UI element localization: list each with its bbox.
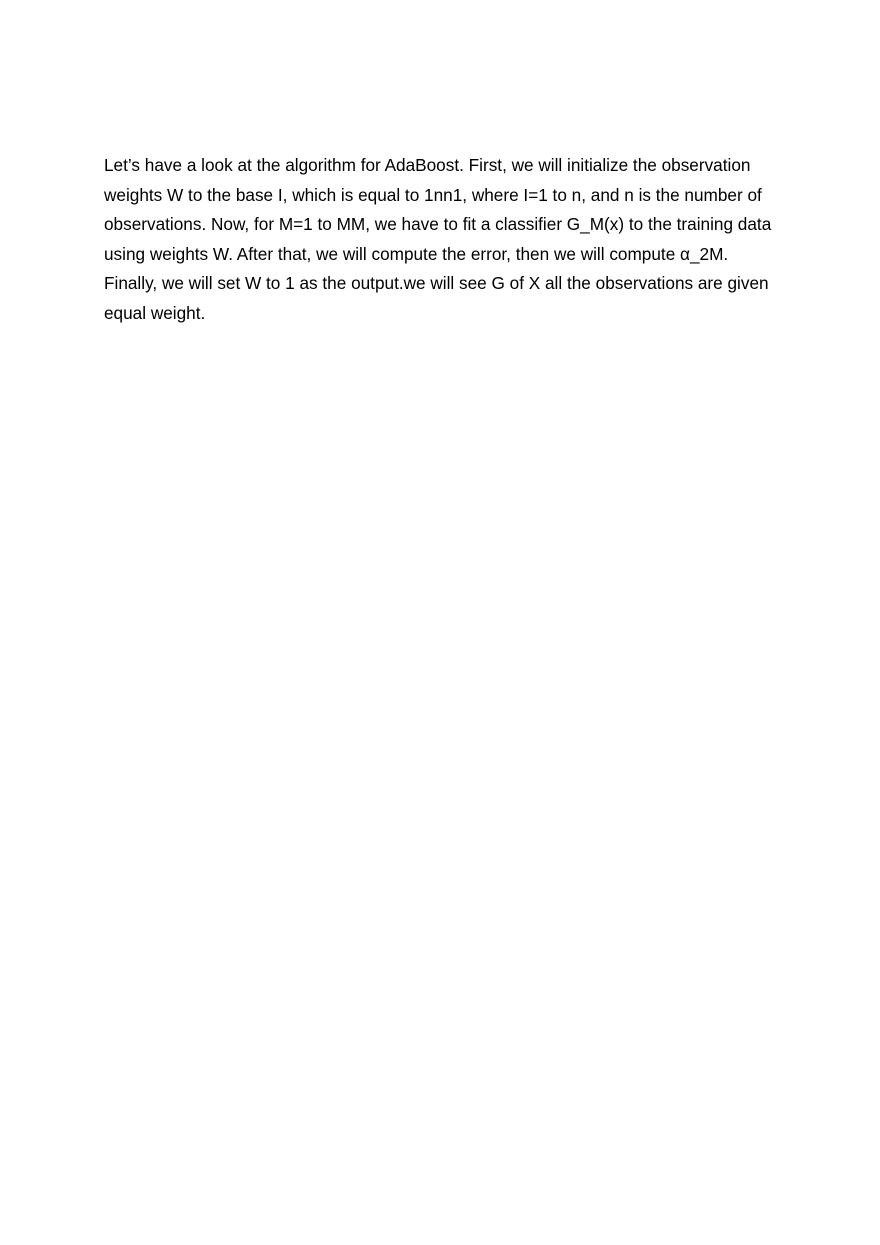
paragraph-line-6: equal weight. [104,302,206,323]
paragraph-line-5: Finally, we will set W to 1 as the output.we will see G of X all the observations are given [104,273,769,294]
paragraph-line-4: using weights W. After that, we will compute the error, then we will compute α_2M. [104,243,729,264]
paragraph-line-1: Let’s have a look at the algorithm for AdaBoost. First, we will initialize the observation [104,155,751,175]
paragraph-line-2: weights W to the base I, which is equal to 1nn1, where I=1 to n, and n is the number of [104,184,762,205]
body-paragraph [104,151,784,329]
paragraph-line-3: observations. Now, for M=1 to MM, we have to fit a classifier G_M(x) to the training data [104,214,772,235]
